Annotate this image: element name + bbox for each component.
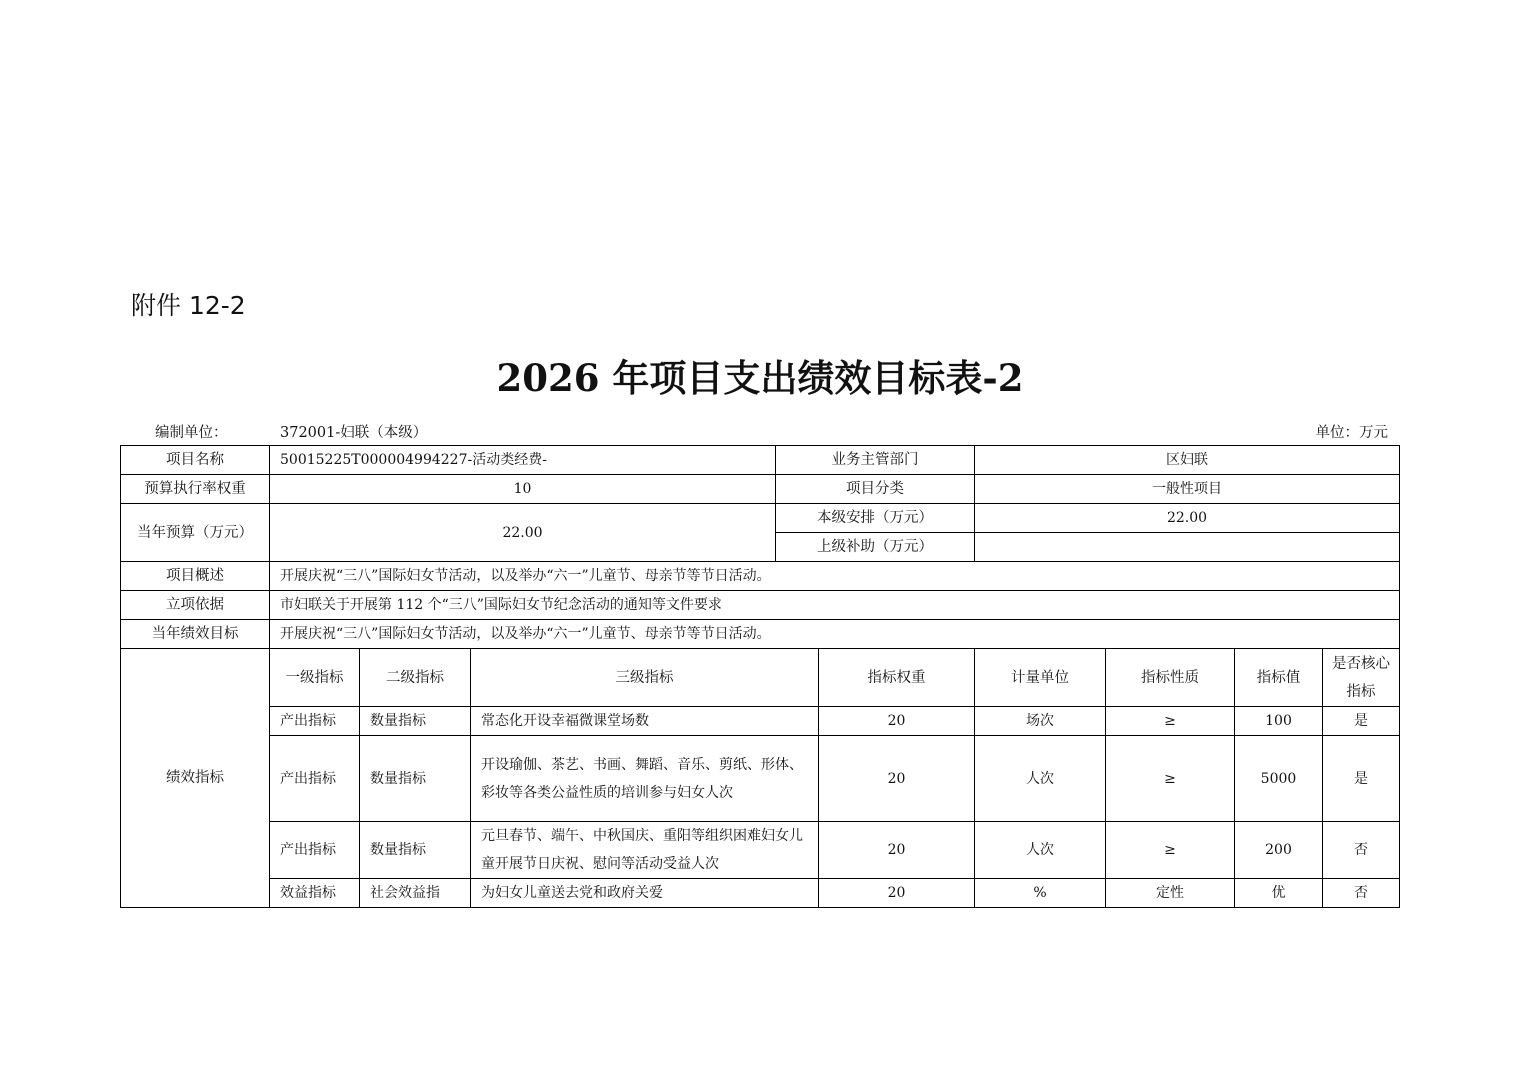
header-value: 指标值 xyxy=(1235,649,1323,707)
subsidy-value xyxy=(975,533,1400,562)
goal-label: 当年绩效目标 xyxy=(121,620,270,649)
category-label: 项目分类 xyxy=(776,475,975,504)
table-row xyxy=(121,879,1400,908)
indicator-unit: % xyxy=(975,879,1106,908)
indicator-header-row xyxy=(121,649,1400,707)
header-core xyxy=(1323,649,1400,707)
overview-value: 开展庆祝“三八”国际妇女节活动，以及举办“六一”儿童节、母亲节等节日活动。 xyxy=(270,562,1400,591)
dept-label: 业务主管部门 xyxy=(776,446,975,475)
goal-row xyxy=(121,620,1400,649)
basis-row xyxy=(121,591,1400,620)
budget-row xyxy=(121,504,1400,533)
indicator-level1: 产出指标 xyxy=(270,822,360,879)
local-value: 22.00 xyxy=(975,504,1400,533)
indicator-level2: 数量指标 xyxy=(360,707,471,736)
indicator-level1: 效益指标 xyxy=(270,879,360,908)
project-name-row xyxy=(121,446,1400,475)
attachment-label: 附件 12-2 xyxy=(131,291,246,320)
indicator-value: 优 xyxy=(1235,879,1323,908)
indicator-value: 5000 xyxy=(1235,736,1323,822)
indicator-unit: 人次 xyxy=(975,822,1106,879)
local-label: 本级安排（万元） xyxy=(776,504,975,533)
indicator-level3: 为妇女儿童送去党和政府关爱 xyxy=(471,879,819,908)
indicator-core: 否 xyxy=(1323,879,1400,908)
indicator-weight: 20 xyxy=(819,736,975,822)
table-row xyxy=(121,736,1400,822)
indicator-nature: ≥ xyxy=(1106,736,1235,822)
currency-unit: 单位：万元 xyxy=(1315,425,1388,441)
project-name-label: 项目名称 xyxy=(121,446,270,475)
header-level3: 三级指标 xyxy=(471,649,819,707)
indicator-level3: 常态化开设幸福微课堂场数 xyxy=(471,707,819,736)
indicator-value: 200 xyxy=(1235,822,1323,879)
page-title: 2026 年项目支出绩效目标表-2 xyxy=(496,356,1024,400)
indicator-level3: 开设瑜伽、茶艺、书画、舞蹈、音乐、剪纸、形体、彩妆等各类公益性质的培训参与妇女人次 xyxy=(471,736,819,822)
indicator-level1: 产出指标 xyxy=(270,736,360,822)
subsidy-label: 上级补助（万元） xyxy=(776,533,975,562)
budget-value: 22.00 xyxy=(270,504,776,562)
indicator-unit: 场次 xyxy=(975,707,1106,736)
header-nature: 指标性质 xyxy=(1106,649,1235,707)
table-row xyxy=(121,822,1400,879)
indicator-value: 100 xyxy=(1235,707,1323,736)
indicator-nature: 定性 xyxy=(1106,879,1235,908)
performance-table xyxy=(120,445,1400,908)
indicator-level2: 数量指标 xyxy=(360,736,471,822)
basis-value: 市妇联关于开展第 112 个“三八”国际妇女节纪念活动的通知等文件要求 xyxy=(270,591,1400,620)
overview-label: 项目概述 xyxy=(121,562,270,591)
indicator-core: 否 xyxy=(1323,822,1400,879)
indicator-weight: 20 xyxy=(819,822,975,879)
indicator-level2: 数量指标 xyxy=(360,822,471,879)
compiling-unit-label: 编制单位： xyxy=(155,425,228,441)
goal-value: 开展庆祝“三八”国际妇女节活动，以及举办“六一”儿童节、母亲节等节日活动。 xyxy=(270,620,1400,649)
dept-value: 区妇联 xyxy=(975,446,1400,475)
exec-rate-label: 预算执行率权重 xyxy=(121,475,270,504)
header-unit: 计量单位 xyxy=(975,649,1106,707)
indicator-level1: 产出指标 xyxy=(270,707,360,736)
basis-label: 立项依据 xyxy=(121,591,270,620)
header-level2: 二级指标 xyxy=(360,649,471,707)
category-value: 一般性项目 xyxy=(975,475,1400,504)
indicator-core: 是 xyxy=(1323,707,1400,736)
indicator-level2: 社会效益指 xyxy=(360,879,471,908)
exec-rate-value: 10 xyxy=(270,475,776,504)
indicator-unit: 人次 xyxy=(975,736,1106,822)
indicator-level3: 元旦春节、端午、中秋国庆、重阳等组织困难妇女儿童开展节日庆祝、慰问等活动受益人次 xyxy=(471,822,819,879)
indicator-weight: 20 xyxy=(819,707,975,736)
indicator-weight: 20 xyxy=(819,879,975,908)
indicator-nature: ≥ xyxy=(1106,822,1235,879)
header-core-line2: 指标 xyxy=(1346,683,1376,700)
indicator-nature: ≥ xyxy=(1106,707,1235,736)
overview-row xyxy=(121,562,1400,591)
compiling-unit-value: 372001-妇联（本级） xyxy=(280,425,428,441)
table-row xyxy=(121,707,1400,736)
perf-label: 绩效指标 xyxy=(121,649,270,908)
header-core-line1: 是否核心 xyxy=(1332,655,1390,672)
indicator-core: 是 xyxy=(1323,736,1400,822)
project-name-value: 50015225T000004994227-活动类经费- xyxy=(270,446,776,475)
header-weight: 指标权重 xyxy=(819,649,975,707)
header-level1: 一级指标 xyxy=(270,649,360,707)
exec-rate-row xyxy=(121,475,1400,504)
budget-label: 当年预算（万元） xyxy=(121,504,270,562)
